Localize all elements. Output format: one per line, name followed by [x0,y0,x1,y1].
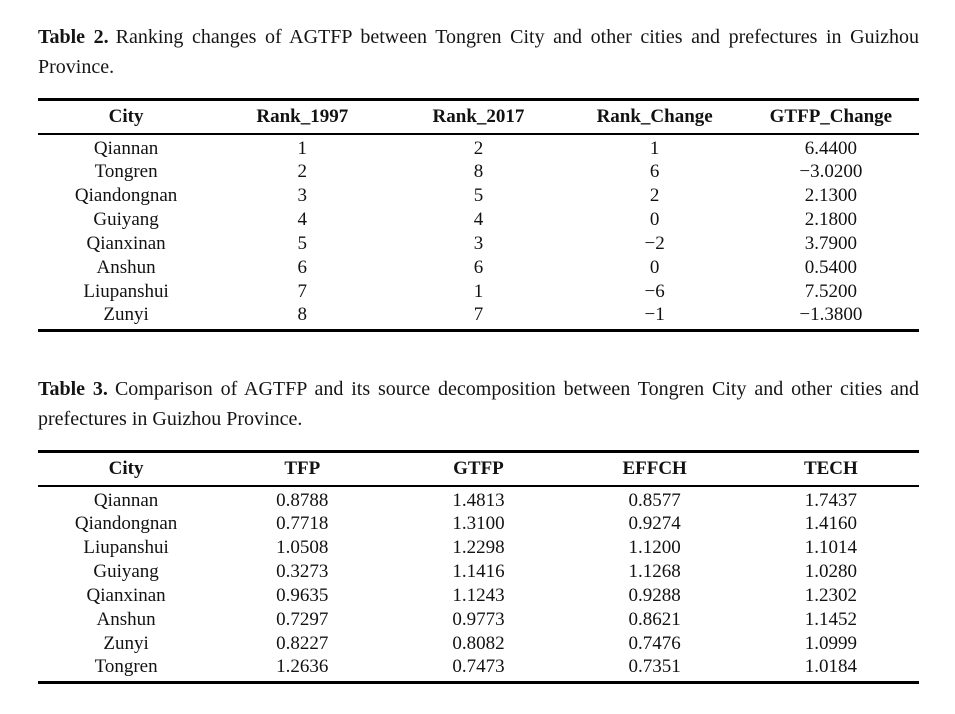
table-cell: Qiannan [93,138,159,159]
column-header: Rank_1997 [214,101,390,134]
table-cell: 1.0508 [276,537,329,558]
table-cell: 0.5400 [804,257,857,278]
table-cell: 6.4400 [804,138,857,159]
table-cell: 8 [297,304,308,325]
table3-bottom-rule [38,681,919,684]
table-cell: 1.1268 [628,561,681,582]
table-cell: 0.7297 [276,609,329,630]
column-header: GTFP [390,453,566,486]
table-cell: 0.9635 [276,585,329,606]
table-cell: Qiannan [93,490,159,511]
column-header: City [38,453,214,486]
table2-caption [38,22,919,82]
table-row [38,304,919,329]
column-header: TFP [214,453,390,486]
table-cell: 0.8082 [452,633,505,654]
table-cell: Qianxinan [86,585,166,606]
table-row [38,134,919,160]
column-header: GTFP_Change [743,101,919,134]
table-row [38,584,919,608]
table-cell: Anshun [96,257,156,278]
table-cell: 1.1243 [452,585,505,606]
table-cell: 6 [649,161,660,182]
table2-header-row [38,101,919,134]
table-row [38,184,919,208]
table2-ranking-changes [38,101,919,329]
table-cell: 1 [649,138,660,159]
table-row [38,232,919,256]
column-header: TECH [743,453,919,486]
table-cell: 0.9288 [628,585,681,606]
table-cell: 1.7437 [804,490,857,511]
table-cell: 3.7900 [804,233,857,254]
table-cell: −3.0200 [799,161,863,182]
table3-body [38,486,919,681]
table-row [38,280,919,304]
table-cell: 6 [297,257,308,278]
table-cell: Qiandongnan [74,513,178,534]
table-cell: 3 [473,233,484,254]
table-cell: Liupanshui [83,281,169,302]
table-cell: 4 [473,209,484,230]
table-cell: Qiandongnan [74,185,178,206]
column-header: City [38,101,214,134]
table-row [38,256,919,280]
table-cell: 4 [297,209,308,230]
table-row [38,608,919,632]
column-header: Rank_Change [567,101,743,134]
table-cell: 0.9773 [452,609,505,630]
table-cell: −6 [644,281,665,302]
table-cell: −2 [644,233,665,254]
table-row [38,512,919,536]
table-cell: 1 [473,281,484,302]
table-cell: Liupanshui [83,537,169,558]
table-row [38,536,919,560]
table-cell: 2.1800 [804,209,857,230]
table-cell: 0.9274 [628,513,681,534]
table3-caption [38,374,919,434]
table-cell: 2 [297,161,308,182]
table-cell: 1.1416 [452,561,505,582]
table-row [38,656,919,681]
table-cell: 0.7473 [452,656,505,677]
table2-caption-text: Ranking changes of AGTFP between Tongren City and other cities and prefectures in Guizhou Province. [38,26,920,78]
table-cell: 0.7476 [628,633,681,654]
table-cell: 0.8621 [628,609,681,630]
table-cell: 1.1452 [804,609,857,630]
table-cell: 0.3273 [276,561,329,582]
column-header: Rank_2017 [390,101,566,134]
table-cell: 0 [649,257,660,278]
table-cell: 2.1300 [804,185,857,206]
table3-header-row [38,453,919,486]
table-cell: 1.1014 [804,537,857,558]
table-cell: 5 [297,233,308,254]
table-cell: Zunyi [103,304,149,325]
table-cell: Anshun [96,609,156,630]
table-cell: 0.7718 [276,513,329,534]
table-cell: 6 [473,257,484,278]
table3-agtfp-decomposition [38,453,919,681]
table-cell: 8 [473,161,484,182]
table3-caption-text: Comparison of AGTFP and its source decomposition between Tongren City and other cities and prefectures in Guizhou Province. [38,378,920,430]
table-cell: 1.0999 [804,633,857,654]
table-cell: 1.2298 [452,537,505,558]
table-cell: Zunyi [103,633,149,654]
table-cell: 0.7351 [628,656,681,677]
table-cell: −1.3800 [799,304,863,325]
table-cell: 1.2302 [804,585,857,606]
table-cell: 2 [473,138,484,159]
table-row [38,160,919,184]
table-cell: 1.4813 [452,490,505,511]
table-cell: 1.4160 [804,513,857,534]
table-row [38,632,919,656]
table-cell: 7.5200 [804,281,857,302]
table-cell: 2 [649,185,660,206]
table-cell: 1.3100 [452,513,505,534]
column-header: EFFCH [567,453,743,486]
table-cell: 1 [297,138,308,159]
table-cell: Guiyang [93,209,159,230]
table-cell: 0.8227 [276,633,329,654]
table-cell: 1.0280 [804,561,857,582]
table-cell: 7 [297,281,308,302]
table-cell: 1.1200 [628,537,681,558]
table-cell: 1.2636 [276,656,329,677]
table-cell: 3 [297,185,308,206]
table2-body [38,134,919,329]
table-cell: Tongren [94,161,158,182]
table-cell: −1 [644,304,665,325]
table-row [38,208,919,232]
table-row [38,486,919,512]
table-row [38,560,919,584]
table-cell: 0 [649,209,660,230]
table-cell: 7 [473,304,484,325]
table-cell: 1.0184 [804,656,857,677]
table2-bottom-rule [38,329,919,332]
table-cell: 5 [473,185,484,206]
table3-caption-label: Table 3. [38,378,108,400]
table-cell: Tongren [94,656,158,677]
table-cell: 0.8788 [276,490,329,511]
table2-caption-label: Table 2. [38,26,109,48]
table-cell: 0.8577 [628,490,681,511]
table-cell: Guiyang [93,561,159,582]
table-cell: Qianxinan [86,233,166,254]
